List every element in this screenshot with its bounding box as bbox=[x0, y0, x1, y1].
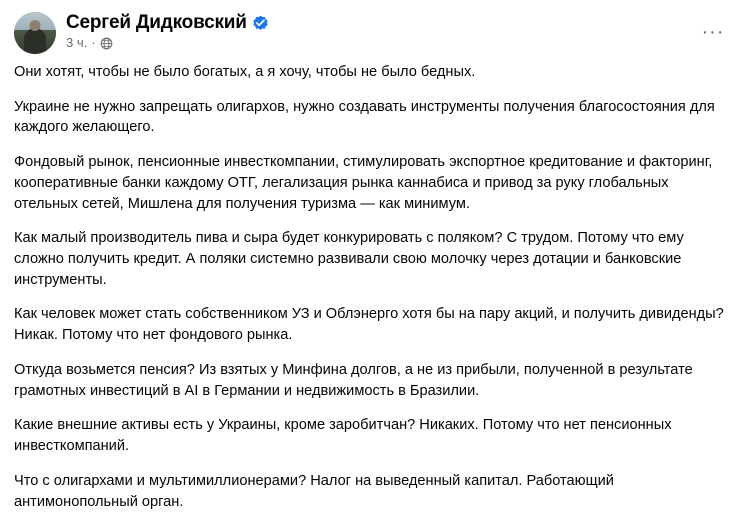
post-paragraph: Откуда возьмется пенсия? Из взятых у Минфина долгов, а не из прибыли, полученной в результате грамотных инвестиций в AI в Германии и недвижимость в Бразилии. bbox=[14, 361, 693, 399]
post-options-button[interactable]: ··· bbox=[701, 21, 725, 43]
post-author-block bbox=[66, 12, 269, 50]
post-header bbox=[14, 10, 729, 60]
post-paragraph: Какие внешние активы есть у Украины, кроме заробитчан? Никаких. Потому что нет пенсионных инвесткомпаний. bbox=[14, 417, 672, 455]
post-paragraph: Что с олигархами и мультимиллионерами? Налог на выведенный капитал. Работающий антимонопольный орган. bbox=[14, 472, 614, 510]
avatar-person bbox=[24, 28, 46, 54]
avatar[interactable] bbox=[14, 12, 56, 54]
author-row bbox=[66, 13, 269, 33]
verified-badge-icon bbox=[252, 15, 269, 32]
post-timestamp[interactable]: 3 ч. bbox=[66, 35, 88, 50]
post-paragraph: Фондовый рынок, пенсионные инвесткомпании, стимулировать экспортное кредитование и факторинг, кооперативные банки каждому ОТГ, легализация рынка каннабиса и привод за руку глобальных отельных сетей, Мишлена для получения туризма — как минимум. bbox=[14, 154, 713, 212]
avatar-head bbox=[30, 20, 41, 31]
post-paragraph: Как малый производитель пива и сыра будет конкурировать с поляком? С трудом. Потому что ему сложно получить кредит. А поляки системно развивали свою молочку через дотации и банковские инструменты. bbox=[14, 230, 684, 288]
globe-icon[interactable] bbox=[100, 37, 113, 50]
meta-separator: · bbox=[91, 35, 96, 50]
author-name[interactable]: Сергей Дидковский bbox=[66, 12, 247, 33]
post-meta bbox=[66, 36, 269, 50]
post-paragraph: Украине не нужно запрещать олигархов, нужно создавать инструменты получения благосостояния для каждого желающего. bbox=[14, 98, 715, 136]
post-body bbox=[14, 60, 729, 512]
post-paragraph: Как человек может стать собственником УЗ и Облэнерго хотя бы на пару акций, и получить дивиденды? Никак. Потому что нет фондового рынка. bbox=[14, 306, 724, 344]
post-paragraph: Они хотят, чтобы не было богатых, а я хочу, чтобы не было бедных. bbox=[14, 64, 476, 80]
